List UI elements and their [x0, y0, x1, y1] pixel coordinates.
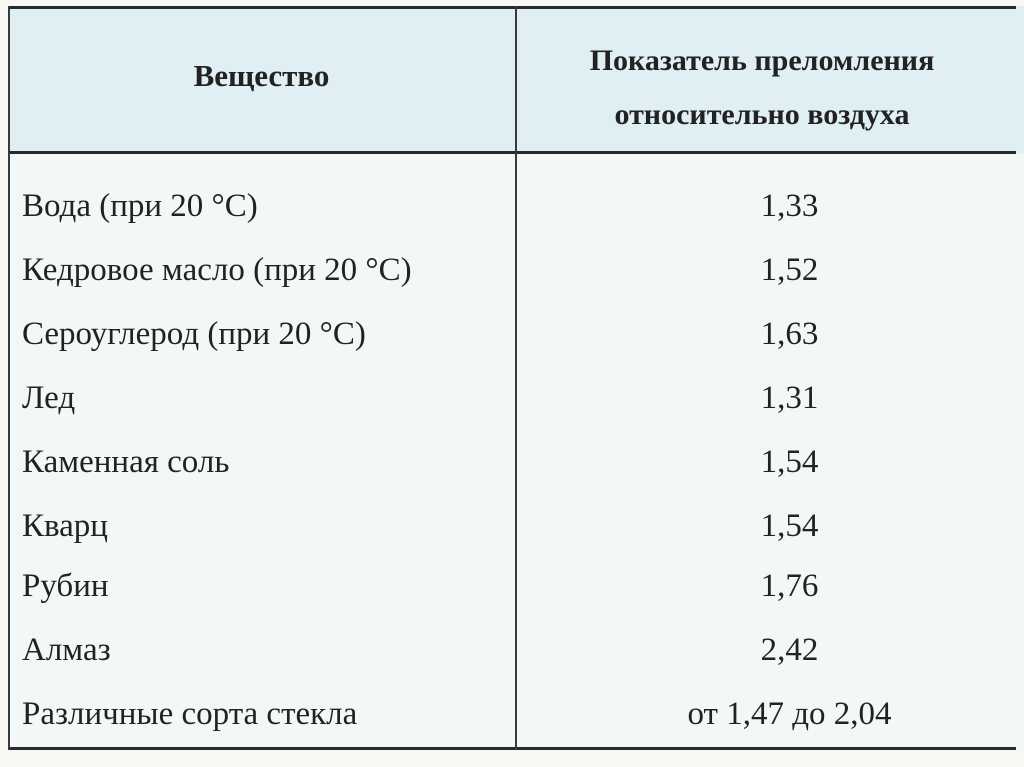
refractive-index-value: 2,42	[760, 632, 819, 668]
table-row	[10, 554, 1010, 618]
substance-name: Сероуглерод (при 20 °С)	[22, 316, 366, 352]
refractive-index-value: 1,54	[760, 508, 819, 544]
column-header-refractive-index-line-1: Показатель преломления	[589, 44, 935, 77]
substance-name: Различные сорта стекла	[22, 696, 358, 732]
refractive-index-value: 1,33	[760, 188, 819, 224]
table-row	[10, 494, 1010, 558]
substance-name: Кедровое масло (при 20 °С)	[22, 252, 412, 288]
table-row	[10, 238, 1010, 302]
substance-name: Каменная соль	[22, 444, 230, 480]
refractive-index-value: от 1,47 до 2,04	[687, 696, 892, 732]
table-bottom-border	[8, 747, 1016, 750]
table-row	[10, 366, 1010, 430]
substance-name: Вода (при 20 °С)	[22, 188, 258, 224]
table-row	[10, 430, 1010, 494]
substance-name: Рубин	[22, 568, 109, 604]
table-top-border	[8, 6, 1016, 9]
column-header-refractive-index	[517, 34, 1007, 142]
table-row	[10, 618, 1010, 682]
table-row	[10, 682, 1010, 746]
substance-name: Алмаз	[22, 632, 111, 668]
table-header-divider	[8, 151, 1016, 154]
column-header-substance: Вещество	[193, 58, 330, 93]
table-row	[10, 174, 1010, 238]
refractive-index-value: 1,76	[760, 568, 819, 604]
substance-name: Лед	[22, 380, 76, 416]
refractive-index-value: 1,63	[760, 316, 819, 352]
table-row	[10, 302, 1010, 366]
column-header-refractive-index-line-2: относительно воздуха	[614, 98, 910, 131]
refractive-index-value: 1,31	[760, 380, 819, 416]
substance-name: Кварц	[22, 508, 108, 544]
refractive-index-value: 1,54	[760, 444, 819, 480]
refractive-index-value: 1,52	[760, 252, 819, 288]
